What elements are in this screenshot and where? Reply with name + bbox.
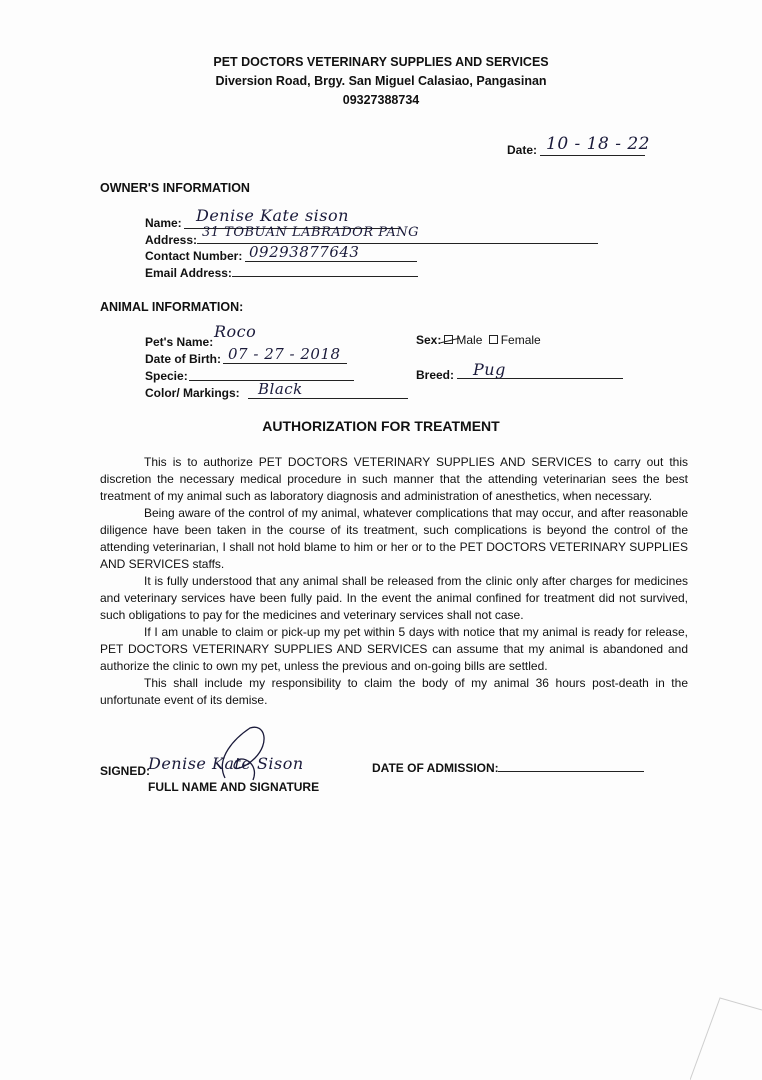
male-option: Male: [456, 333, 483, 347]
color-label: Color/ Markings:: [145, 386, 240, 400]
authorization-paragraph: This is to authorize PET DOCTORS VETERINARY SUPPLIES AND SERVICES to carry out this discretion the necessary medical procedure in such manner that the attending veterinarian sees the best treatment of my animal such as laboratory diagnosis and administration of anesthetics, when necessary.: [100, 455, 688, 503]
email-line: [232, 276, 418, 277]
dob-value: 07 - 27 - 2018: [228, 345, 341, 363]
authorization-paragraph: If I am unable to claim or pick-up my pet within 5 days with notice that my animal is ready for release, PET DOCTORS VETERINARY SUPPLIES AND SERVICES can assume that my animal is abandoned and authorize the clinic to own my pet, unless the previous and on-going bills are settled.: [100, 625, 688, 673]
email-label: Email Address:: [145, 266, 232, 280]
breed-value: Pug: [473, 360, 506, 379]
address-value: 31 TOBUAN LABRADOR PANG: [202, 225, 419, 240]
company-phone: 09327388734: [342, 93, 420, 107]
signature-flourish: [205, 718, 275, 788]
authorization-paragraph: Being aware of the control of my animal, whatever complications that may occur, and after reasonable diligence have been taken in the course of its treatment, such complications is beyond the control of the attending veterinarian, I shall not hold blame to him or her or to the PET DOCTORS VETERINARY SUPPLIES AND SERVICES staffs.: [100, 506, 688, 571]
pet-name-label: Pet's Name:: [145, 335, 214, 349]
sex-field: [416, 333, 541, 347]
signature-caption: FULL NAME AND SIGNATURE: [148, 780, 320, 794]
color-line: [248, 398, 408, 399]
page-corner-fold: [690, 990, 762, 1080]
admission-label: DATE OF ADMISSION:: [372, 761, 499, 775]
color-value: Black: [258, 380, 303, 398]
authorization-title: AUTHORIZATION FOR TREATMENT: [262, 418, 500, 434]
specie-label: Specie:: [145, 369, 188, 383]
contact-value: 09293877643: [249, 243, 360, 261]
authorization-paragraph: This shall include my responsibility to claim the body of my animal 36 hours post-death in the unfortunate event of its demise.: [100, 676, 688, 707]
company-address: Diversion Road, Brgy. San Miguel Calasiao, Pangasinan: [215, 74, 547, 88]
female-option: Female: [500, 333, 541, 347]
owner-section-title: OWNER'S INFORMATION: [100, 181, 250, 195]
company-name: PET DOCTORS VETERINARY SUPPLIES AND SERVICES: [213, 55, 549, 69]
animal-section-title: ANIMAL INFORMATION:: [100, 300, 244, 314]
dob-line: [223, 363, 347, 364]
sex-label: Sex:: [416, 333, 442, 347]
pet-name-value: Roco: [214, 322, 257, 341]
signature-value: Denise Kate Sison: [148, 754, 304, 773]
female-checkbox[interactable]: [489, 335, 498, 344]
date-line: [540, 155, 645, 156]
breed-label: Breed:: [416, 368, 455, 382]
dob-label: Date of Birth:: [145, 352, 221, 366]
name-value: Denise Kate sison: [196, 206, 349, 225]
name-label: Name:: [145, 216, 182, 230]
date-value: 10 - 18 - 22: [546, 134, 650, 154]
authorization-body: [100, 454, 688, 709]
contact-line: [245, 261, 417, 262]
date-label: Date:: [507, 143, 538, 157]
admission-line: [498, 771, 644, 772]
authorization-paragraph: It is fully understood that any animal shall be released from the clinic only after charges for medicines and veterinary services have been fully paid. In the event the animal confined for treatment did not survived, such obligations to pay for the medicines and veterinary services shall not case.: [100, 574, 688, 622]
signed-label: SIGNED:: [100, 764, 151, 778]
contact-label: Contact Number:: [145, 249, 243, 263]
address-label: Address:: [145, 233, 198, 247]
